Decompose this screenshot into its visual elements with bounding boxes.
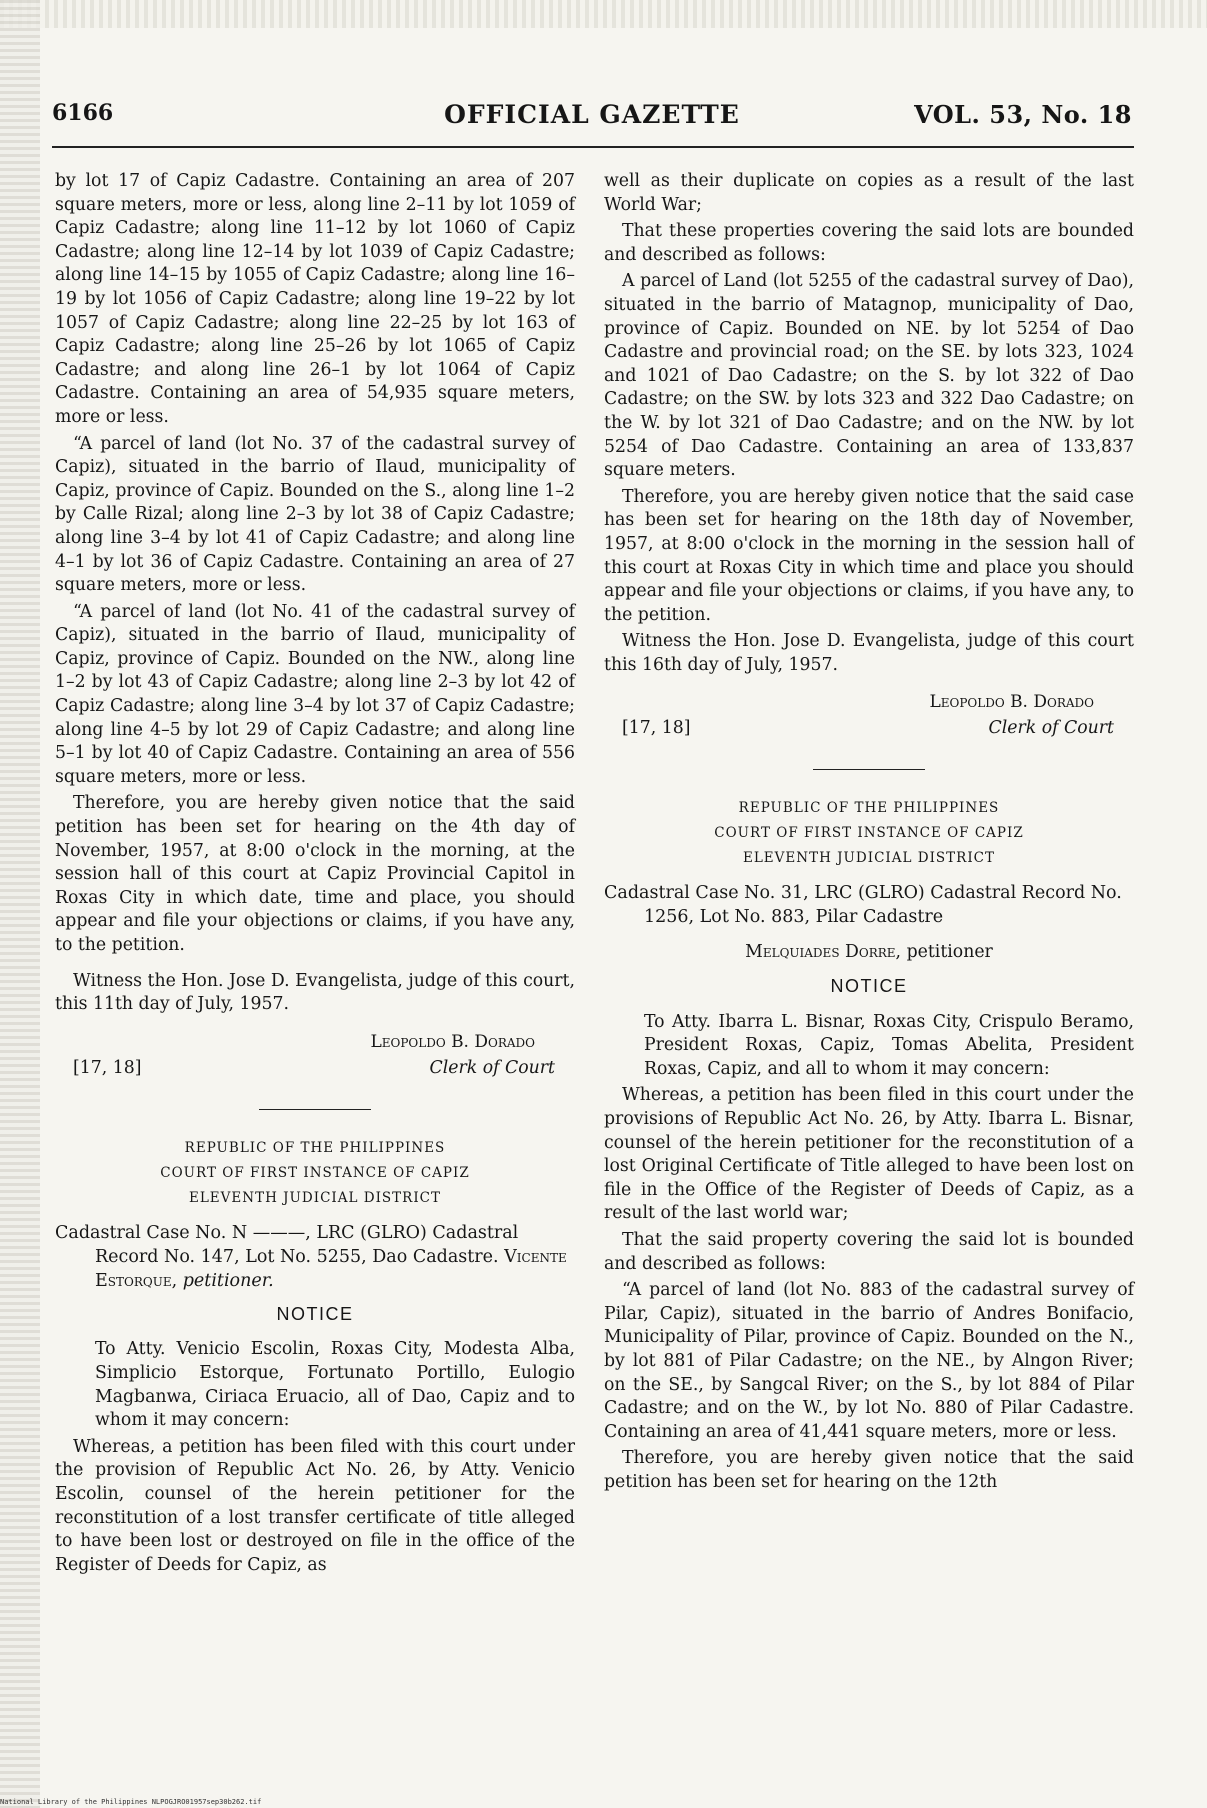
scan-edge-top bbox=[0, 0, 1207, 28]
left-column bbox=[55, 170, 575, 1580]
paragraph: That the said property covering the said lot is bounded and described as follows: bbox=[604, 1230, 1134, 1274]
case-heading bbox=[604, 881, 1134, 929]
addressee: To Atty. Ibarra L. Bisnar, Roxas City, Crispulo Beramo, President Roxas, Capiz, Tomas Abelita, President Roxas, Capiz, and all to whom it may concern: bbox=[644, 1011, 1134, 1079]
court-caption bbox=[604, 796, 1134, 871]
scan-edge-left bbox=[0, 0, 40, 1808]
paragraph: by lot 17 of Capiz Cadastre. Containing an area of 207 square meters, more or less, along line 2–11 by lot 1059 of Capiz Cadastre; along line 11–12 by lot 1060 of Capiz Cadastre; along line 12–14 by lot 1039 of Capiz Cadastre; along line 14–15 by 1055 of Capiz Cadastre; along line 16–19 by lot 1056 of Capiz Cadastre; along line 19–22 by lot 1057 of Capiz Cadastre; along line 22–25 by lot 163 of Capiz Cadastre; along line 25–26 by lot 1065 of Capiz Cadastre; and along line 26–1 by lot 1064 of Capiz Cadastre. Containing an area of 54,935 square meters, more or less. bbox=[55, 171, 575, 427]
page-number: 6166 bbox=[52, 100, 114, 126]
clerk-name: Leopoldo B. Dorado bbox=[929, 692, 1094, 713]
paragraph: Whereas, a petition has been filed in this court under the provisions of Republic Act No. 26, by Atty. Ibarra L. Bisnar, counsel of the herein petitioner for the reconstitution of a lost Original Certificate of Title alleged to have been lost on file in the Office of the Register of Deeds of Capiz, as a result of the last world war; bbox=[604, 1085, 1134, 1224]
court-caption bbox=[55, 1136, 575, 1211]
signature-block bbox=[604, 691, 1134, 743]
notice-heading: NOTICE bbox=[276, 1303, 354, 1324]
paragraph: Therefore, you are hereby given notice that the said petition has been set for hearing on the 4th day of November, 1957, at 8:00 o'clock in the morning, at the session hall of this court at Capiz Provincial Capitol in Roxas City in which date, time and place, you should appear and file your objections or claims, if you have any, to the petition. bbox=[55, 793, 575, 955]
clerk-role: Clerk of Court bbox=[429, 1057, 555, 1078]
signature-block bbox=[55, 1031, 575, 1083]
notice-heading: NOTICE bbox=[830, 976, 908, 997]
paragraph: “A parcel of land (lot No. 883 of the cadastral survey of Pilar, Capiz), situated in the barrio of Andres Bonifacio, Municipality of Pilar, province of Capiz. Bounded on the N., by lot 881 of Pilar Cadastre; on the NE., by Alngon River; on the SE., by Sangcal River; on the S., by lot 884 of Pilar Cadastre; and on the W., by lot No. 880 of Pilar Cadastre. Containing an area of 41,441 square meters, more or less. bbox=[604, 1280, 1134, 1442]
scan-footer: National Library of the Philippines NLPOGJRO01957sep30b262.tif bbox=[0, 1798, 262, 1806]
caption-line: ELEVENTH JUDICIAL DISTRICT bbox=[188, 1189, 441, 1206]
paragraph: Witness the Hon. Jose D. Evangelista, judge of this court this 16th day of July, 1957. bbox=[604, 631, 1134, 675]
header-rule bbox=[52, 146, 1134, 148]
issue-citation: [17, 18] bbox=[622, 718, 691, 739]
petitioner-name: Melquiades Dorre, bbox=[745, 942, 902, 963]
petitioner-role: petitioner. bbox=[182, 1270, 274, 1291]
issue-citation: [17, 18] bbox=[73, 1057, 142, 1078]
petitioner-name: Vicente Estorque, bbox=[95, 1246, 567, 1291]
paragraph: Whereas, a petition has been filed with this court under the provision of Republic Act No. 26, by Atty. Venicio Escolin, counsel of the herein petitioner for the reconstitution of a lost transfer certificate of title alleged to have been lost or destroyed on file in the office of the Register of Deeds for Capiz, as bbox=[55, 1436, 575, 1575]
addressee: To Atty. Venicio Escolin, Roxas City, Modesta Alba, Simplicio Estorque, Fortunato Portillo, Eulogio Magbanwa, Ciriaca Eruacio, all of Dao, Capiz and to whom it may concern: bbox=[95, 1339, 575, 1431]
caption-line: ELEVENTH JUDICIAL DISTRICT bbox=[742, 850, 995, 867]
caption-line: REPUBLIC OF THE PHILIPPINES bbox=[738, 800, 1000, 817]
page-title: OFFICIAL GAZETTE bbox=[444, 100, 740, 129]
petitioner-line bbox=[604, 941, 1134, 965]
clerk-role: Clerk of Court bbox=[988, 718, 1114, 739]
page-header bbox=[52, 100, 1132, 140]
paragraph: “A parcel of land (lot No. 37 of the cadastral survey of Capiz), situated in the barrio of Ilaud, municipality of Capiz, province of Capiz. Bounded on the S., along line 1–2 by Calle Rizal; along line 2–3 by lot 38 of Capiz Cadastre; along line 3–4 by lot 41 of Capiz Cadastre; and along line 4–1 by lot 36 of Capiz Cadastre. Containing an area of 27 square meters, more or less. bbox=[55, 433, 575, 596]
petitioner-role: petitioner bbox=[906, 942, 993, 963]
case-text: Cadastral Case No. 31, LRC (GLRO) Cadastral Record No. 1256, Lot No. 883, Pilar Cadastre bbox=[604, 883, 1122, 928]
paragraph: Therefore, you are hereby given notice that the said petition has been set for hearing on the 12th bbox=[604, 1448, 1134, 1492]
paragraph: “A parcel of land (lot No. 41 of the cadastral survey of Capiz), situated in the barrio of Ilaud, municipality of Capiz, province of Capiz. Bounded on the NW., along line 1–2 by lot 43 of Capiz Cadastre; along line 2–3 by lot 42 of Capiz Cadastre; along line 3–4 by lot 37 of Capiz Cadastre; along line 4–5 by lot 29 of Capiz Cadastre; and along line 5–1 by lot 40 of Capiz Cadastre. Containing an area of 556 square meters, more or less. bbox=[55, 601, 575, 787]
paragraph: Therefore, you are hereby given notice that the said case has been set for hearing on the 18th day of November, 1957, at 8:00 o'clock in the morning in the session hall of this court at Roxas City in which time and place you should appear and file your objections or claims, if you have any, to the petition. bbox=[604, 486, 1134, 625]
volume-number: VOL. 53, No. 18 bbox=[914, 100, 1132, 129]
case-heading bbox=[55, 1221, 575, 1293]
paragraph: Witness the Hon. Jose D. Evangelista, judge of this court, this 11th day of July, 1957. bbox=[55, 970, 575, 1015]
right-column bbox=[604, 170, 1134, 1498]
section-divider bbox=[813, 769, 925, 770]
clerk-name: Leopoldo B. Dorado bbox=[370, 1031, 535, 1052]
caption-line: COURT OF FIRST INSTANCE OF CAPIZ bbox=[160, 1164, 470, 1181]
paragraph: well as their duplicate on copies as a result of the last World War; bbox=[604, 171, 1134, 215]
section-divider bbox=[259, 1109, 371, 1110]
paragraph: A parcel of Land (lot 5255 of the cadastral survey of Dao), situated in the barrio of Matagnop, municipality of Dao, province of Capiz. Bounded on NE. by lot 5254 of Dao Cadastre and provincial road; on the SE. by lots 323, 1024 and 1021 of Dao Cadastre; on the S. by lot 322 of Dao Cadastre; on the SW. by lots 323 and 322 Dao Cadastre; on the W. by lot 321 of Dao Cadastre; and on the NW. by lot 5254 of Dao Cadastre. Containing an area of 133,837 square meters. bbox=[604, 271, 1134, 481]
caption-line: COURT OF FIRST INSTANCE OF CAPIZ bbox=[714, 825, 1024, 842]
case-text: Cadastral Case No. N ———, LRC (GLRO) Cadastral Record No. 147, Lot No. 5255, Dao Cadastre. bbox=[55, 1222, 519, 1267]
caption-line: REPUBLIC OF THE PHILIPPINES bbox=[184, 1139, 446, 1156]
paragraph: That these properties covering the said lots are bounded and described as follows: bbox=[604, 221, 1134, 265]
